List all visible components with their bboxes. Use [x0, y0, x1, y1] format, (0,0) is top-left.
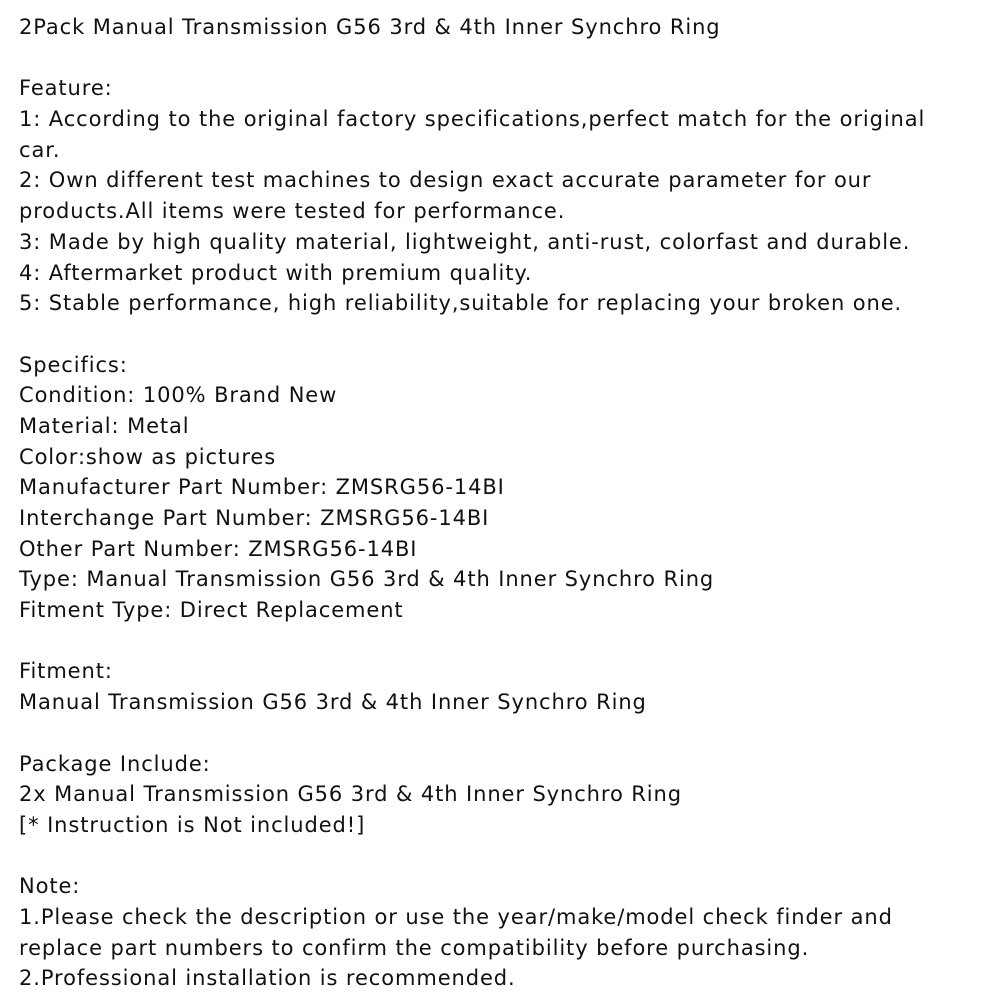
note-line: 1.Please check the description or use the year/make/model check finder and	[19, 904, 893, 929]
feature-line: 4: Aftermarket product with premium quality.	[19, 260, 533, 285]
package-section	[19, 749, 925, 841]
specifics-heading: Specifics:	[19, 352, 128, 377]
note-line: 2.Professional installation is recommended.	[19, 966, 516, 991]
feature-line: 5: Stable performance, high reliability,suitable for replacing your broken one.	[19, 291, 903, 316]
fitment-line: Manual Transmission G56 3rd & 4th Inner Synchro Ring	[19, 690, 647, 715]
package-line: 2x Manual Transmission G56 3rd & 4th Inner Synchro Ring	[19, 782, 682, 807]
spacer	[19, 626, 925, 657]
product-title: 2Pack Manual Transmission G56 3rd & 4th Inner Synchro Ring	[19, 15, 721, 39]
spacer	[19, 718, 925, 749]
note-heading: Note:	[19, 874, 81, 899]
spec-material: Material: Metal	[19, 413, 190, 438]
feature-heading: Feature:	[19, 76, 113, 101]
feature-line: products.All items were tested for performance.	[19, 199, 566, 224]
fitment-section	[19, 656, 925, 717]
feature-section	[19, 73, 925, 319]
spec-fitment-type: Fitment Type: Direct Replacement	[19, 598, 404, 623]
feature-line: 2: Own different test machines to design exact accurate parameter for our	[19, 168, 872, 193]
note-line: replace part numbers to confirm the compatibility before purchasing.	[19, 935, 810, 960]
product-description	[19, 12, 925, 994]
fitment-heading: Fitment:	[19, 659, 113, 684]
feature-line: car.	[19, 137, 61, 162]
package-heading: Package Include:	[19, 751, 211, 776]
spec-condition: Condition: 100% Brand New	[19, 383, 338, 408]
spacer	[19, 43, 925, 74]
spec-color: Color:show as pictures	[19, 444, 277, 469]
spec-manufacturer-part-number: Manufacturer Part Number: ZMSRG56-14BI	[19, 475, 505, 500]
spec-type: Type: Manual Transmission G56 3rd & 4th Inner Synchro Ring	[19, 567, 715, 592]
spec-interchange-part-number: Interchange Part Number: ZMSRG56-14BI	[19, 506, 490, 530]
package-line: [* Instruction is Not included!]	[19, 812, 366, 837]
feature-line: 3: Made by high quality material, lightweight, anti-rust, colorfast and durable.	[19, 229, 911, 254]
spec-other-part-number: Other Part Number: ZMSRG56-14BI	[19, 536, 418, 561]
spacer	[19, 841, 925, 872]
feature-line: 1: According to the original factory specifications,perfect match for the original	[19, 107, 926, 132]
note-section	[19, 871, 925, 994]
spacer	[19, 319, 925, 350]
specifics-section	[19, 350, 925, 626]
